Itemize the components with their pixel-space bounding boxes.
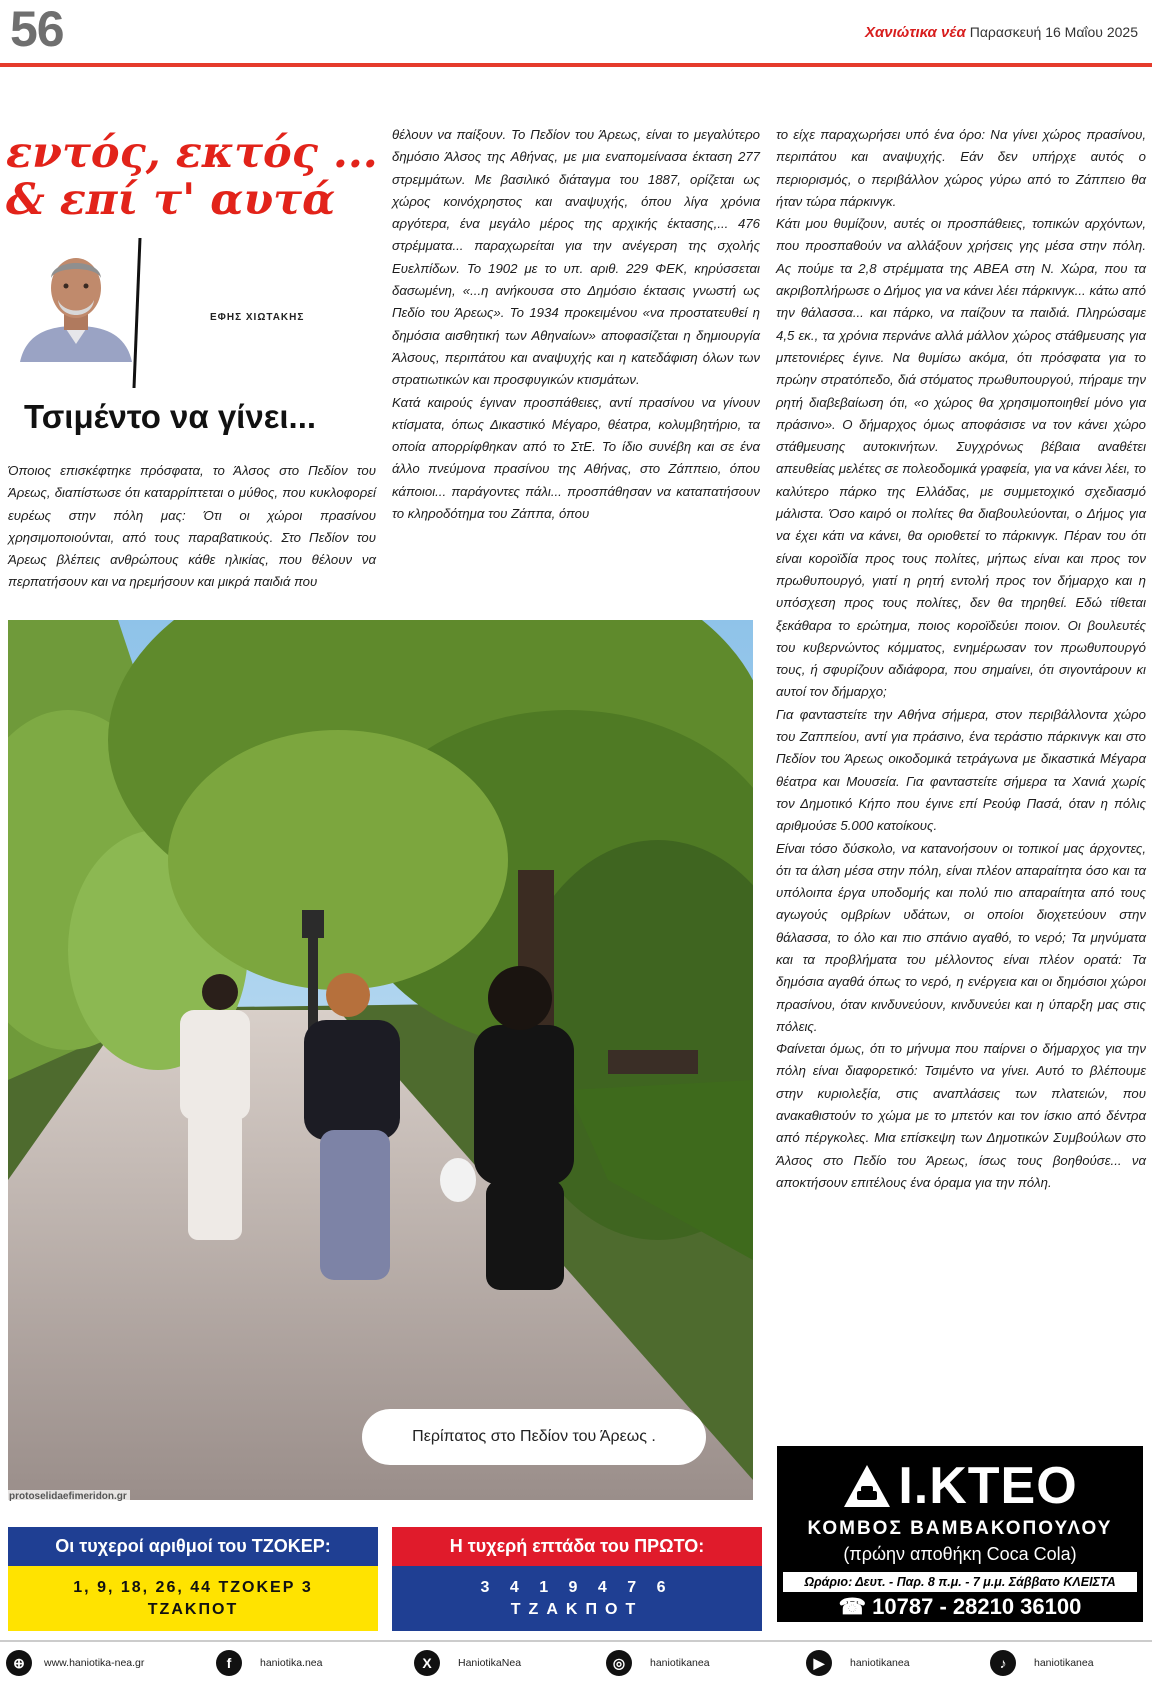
footer-instagram-label: haniotikanea xyxy=(650,1657,710,1669)
park-photo xyxy=(8,620,753,1500)
headline: Τσιμέντο να γίνει... xyxy=(24,398,317,435)
ktheo-advertisement[interactable] xyxy=(777,1446,1143,1622)
footer-facebook[interactable] xyxy=(216,1648,322,1678)
author-photo xyxy=(12,248,140,362)
footer-tiktok[interactable] xyxy=(990,1648,1094,1678)
column-logo xyxy=(6,130,386,224)
phone-icon: ☎ xyxy=(838,1594,873,1619)
footer-x[interactable] xyxy=(414,1648,521,1678)
footer-tiktok-label: haniotikanea xyxy=(1034,1657,1094,1669)
globe-icon: ⊕ xyxy=(6,1650,32,1676)
article-paragraph: το είχε παραχωρήσει υπό ένα όρο: Να γίνει χώρος πρασίνου, περιπάτου και αναψυχής. Εάν δεν υπήρχε αυτός ο περιορισμός, ο περιβάλλον χώρος γύρω από το Ζάππειο θα ήταν τώρα πάρκινγκ. xyxy=(776,127,1146,209)
proto-results-box xyxy=(392,1527,762,1631)
footer-instagram[interactable] xyxy=(606,1648,710,1678)
instagram-icon: ◎ xyxy=(606,1650,632,1676)
x-icon: X xyxy=(414,1650,440,1676)
article-paragraph: Για φανταστείτε την Αθήνα σήμερα, στον περιβάλλοντα χώρο του Ζαππείου, αντί για πράσινο, ένα τεράστιο πάρκινγκ και στο Πεδίον του Άρεως οικοδομικά τετράγωνα με δικαστικά Μέγαρα θέατρα και Μουσεία. Για φανταστείτε σήμερα τα Χανιά χωρίς τον Δημοτικό Κήπο που έγινε επί Ρεούφ Πασά, όταν η πόλις αριθμούσε 5.000 κατοίκους. xyxy=(776,706,1146,834)
proto-jackpot: ΤΖΑΚΠΟΤ xyxy=(510,1600,644,1618)
facebook-icon: f xyxy=(216,1650,242,1676)
article-paragraph: θέλουν να παίξουν. Το Πεδίον του Άρεως, είναι το μεγαλύτερο δημόσιο Άλσος της Αθήνας, με μια εναπομείνασα έκταση 277 στρεμμάτων. Με βασιλικό διάταγμα του 1887, ορίζεται ως χώρος κοινόχρηστος και αναψυχής, όπου λίγα χρόνια αργότερα, ένα μεγάλο μέρος της αρχικής έκτασης,... 476 στρέμματα... παραχωρείται για την ανέγερση της σχολής Ευελπίδων. Το 1902 με το υπ. αριθ. 229 ΦΕΚ, κηρύσσεται δασωμένη, «...η ανήκουσα στο Δημόσιο έκτασις γνωστή ως Πεδίο του Άρεως». Το 1934 προκειμένου «να προστατευθεί η δημόσια αισθητική των Αθηναίων» αποφασίζεται η δημιουργία Άλσους, περιπάτου και αναψυχής και η κατεδάφιση όλων των στρατιωτικών και προσφυγικών κτισμάτων. xyxy=(392,127,760,388)
ktheo-phone-number: 10787 - 28210 36100 xyxy=(872,1594,1082,1619)
proto-numbers: 3 4 1 9 4 7 6 xyxy=(480,1578,674,1596)
youtube-icon: ▶ xyxy=(806,1650,832,1676)
article-column-1 xyxy=(8,460,376,594)
article-column-3 xyxy=(776,124,1146,1194)
article-column-2 xyxy=(392,124,760,525)
issue-date: Παρασκευή 16 Μαΐου 2025 xyxy=(969,24,1138,40)
author-divider-stroke xyxy=(130,238,144,388)
paper-name: Χανιώτικα νέα xyxy=(864,24,966,41)
column-logo-line2: & επί τ' αυτά xyxy=(6,175,336,225)
footer-website-label: www.haniotika-nea.gr xyxy=(44,1657,145,1669)
proto-title: Η τυχερή επτάδα του ΠΡΩΤΟ: xyxy=(392,1527,762,1566)
footer-x-label: HaniotikaNea xyxy=(458,1657,522,1669)
footer-rule xyxy=(0,1640,1152,1642)
ktheo-hours: Ωράριο: Δευτ. - Παρ. 8 π.μ. - 7 μ.μ. Σάββατο ΚΛΕΙΣΤΑ xyxy=(783,1572,1137,1592)
footer-facebook-label: haniotika.nea xyxy=(260,1657,323,1669)
ktheo-location-note: (πρώην αποθήκη Coca Cola) xyxy=(843,1544,1077,1564)
photo-caption: Περίπατος στο Πεδίον του Άρεως . xyxy=(362,1409,706,1465)
tiktok-icon: ♪ xyxy=(990,1650,1016,1676)
warning-triangle-icon xyxy=(842,1463,892,1509)
masthead xyxy=(865,25,1138,40)
footer-youtube[interactable] xyxy=(806,1648,910,1678)
article-paragraph: Είναι τόσο δύσκολο, να κατανοήσουν οι τοπικοί μας άρχοντες, ότι τα άλση μέσα στην πόλη, είναι πλέον απαραίτητα όσο και τα υπόλοιπα έργα υποδομής και πολύ πιο απαραίτητα από τους αγωγούς ομβρίων υδάτων, οι οποίοι διοχετεύουν στην θάλασσα, το όλο και πιο σπάνιο αγαθό, το νερό; Τα μηνύματα και τα προβλήματα του μέλλοντος είναι πλέον ορατά: Τα δημόσια αγαθά όπως το νερό, η ενέργεια και οι δημόσιοι χώροι πρασίνου, όταν κινδυνεύουν, κινδυνεύει και η ύπαρξη μας στις πόλεις. xyxy=(776,840,1146,1034)
photo-credit: protoselidaefimeridon.gr xyxy=(6,1490,130,1503)
footer-website[interactable] xyxy=(6,1648,144,1678)
joker-results-box xyxy=(8,1527,378,1631)
ktheo-brand: Ι.ΚΤΕΟ xyxy=(898,1457,1078,1515)
joker-title: Οι τυχεροί αριθμοί του ΤΖΟΚΕΡ: xyxy=(8,1527,378,1566)
proto-body xyxy=(392,1566,762,1631)
author-name: ΕΦΗΣ ΧΙΩΤΑΚΗΣ xyxy=(210,312,305,323)
joker-jackpot: ΤΖΑΚΠΟΤ xyxy=(147,1600,239,1618)
column-logo-line1: εντός, εκτός ... xyxy=(6,128,378,178)
header-rule xyxy=(0,63,1152,67)
footer-youtube-label: haniotikanea xyxy=(850,1657,910,1669)
article-paragraph: Όποιος επισκέφτηκε πρόσφατα, το Άλσος στο Πεδίον του Άρεως, διαπίστωσε ότι καταρρίπτεται ο μύθος, που κυκλοφορεί ευρέως στην πόλη μας: Ότι οι χώροι πρασίνου χρησιμοποιούνται, από τους παραβατικούς. Στο Πεδίον του Άρεως βλέπεις ανθρώπους κάθε ηλικίας, που θέλουν να περπατήσουν και να ηρεμήσουν και μικρά παιδιά που xyxy=(8,463,376,590)
article-paragraph: Κάτι μου θυμίζουν, αυτές οι προσπάθειες, τοπικών αρχόντων, που προσπαθούν να αλλάξουν χρήσεις γης μέσα στην πόλη. Ας πούμε τα 2,8 στρέμματα της ΑΒΕΑ στη Ν. Χώρα, που τα ακριβοπλήρωσε ο Δήμος για να κάνει λέει πάρκινγκ... κάτω από την θάλασσα... και πάρκο, να παίζουν τα παιδιά. Πληρώσαμε 4,5 εκ., τα χρόνια περνάνε αλλά μάλλον χώρος στάθμευσης για μπετονιέρες έγινε. Να θυμίσω ακόμα, ότι πρόσφατα για το πρώην στρατόπεδο, διά στόματος πρωθυπουργού, πήραμε την ρητή διαβεβαίωση ότι, «ο χώρος θα χρησιμοποιηθεί μόνο για πράσινο». Ο δήμαρχος όμως αποφάσισε να τον κάνει χώρο στάθμευσης αυτοκινήτων. Συγχρόνως βέβαια αναθέτει απευθείας μελέτες σε πολεοδομικά γραφεία, για να κάνει λέει, το καλύτερο πάρκο της Ελλάδας, με συμμετοχικό σχεδιασμό μάλιστα. Όσο καιρό οι πολίτες θα διαβουλεύονται, ο Δήμος για να έχει κάτι να κάνει, θα οριοθετεί το πάρκινγκ. Πέραν του ότι είναι κοροϊδία προς τους πολίτες, μήπως είναι και προς τον πρωθυπουργό, γιατί η ρητή εντολή προς τον δήμαρχο και η υπόσχεση προς τους πολίτες, δεν θα τηρηθεί. Εδώ τίθεται ξεκάθαρα το ερώτημα, ποιος κοροϊδεύει ποιον. Οι βουλευτές του κυβερνώντος κόμματος, ενημέρωσαν τον πρωθυπουργό τους, ή σφυρίζουν αδιάφορα, που σημαίνει, ότι σιγοντάρουν κι αυτοί τον δήμαρχο; xyxy=(776,216,1146,700)
joker-body xyxy=(8,1566,378,1631)
ktheo-location: ΚΟΜΒΟΣ ΒΑΜΒΑΚΟΠΟΥΛΟΥ xyxy=(807,1518,1113,1539)
article-paragraph: Φαίνεται όμως, ότι το μήνυμα που παίρνει ο δήμαρχος για την πόλη είναι διαφορετικό: Τσιμέντο να γίνει. Αυτό το βλέπουμε στην κυριολεξία, στις αναπλάσεις των πλατειών, που ανακαθιστούν το χώμα με το μπετόν και τον ίσκιο από δέντρα από πέργκολες. Μια επίσκεψη των Δημοτικών Συμβούλων στο Άλσος στο Πεδίο του Άρεως, ίσως τους βοηθούσε... να αποκτήσουν επιτέλους ένα όραμα για την πόλη. xyxy=(776,1041,1146,1190)
article-paragraph: Κατά καιρούς έγιναν προσπάθειες, αντί πρασίνου να γίνουν κτίσματα, όπως Δικαστικό Μέγαρο, θέατρα, κολυμβητήριο, τα οποία απορρίφθηκαν από το ΣτΕ. Το ίδιο συνέβη και σε ένα άλλο πνεύμονα πρασίνου της Αθήνας, στο Ζάππειο, όπου κάποιοι... παράγοντες πάλι... προσπάθησαν να καταπατήσουν το κληροδότημα του Ζάππα, όπου xyxy=(392,394,760,522)
joker-numbers: 1, 9, 18, 26, 44 ΤΖΟΚΕΡ 3 xyxy=(73,1578,313,1596)
ktheo-phone xyxy=(777,1594,1143,1620)
page-number: 56 xyxy=(10,1,64,57)
ktheo-logo xyxy=(777,1458,1143,1514)
